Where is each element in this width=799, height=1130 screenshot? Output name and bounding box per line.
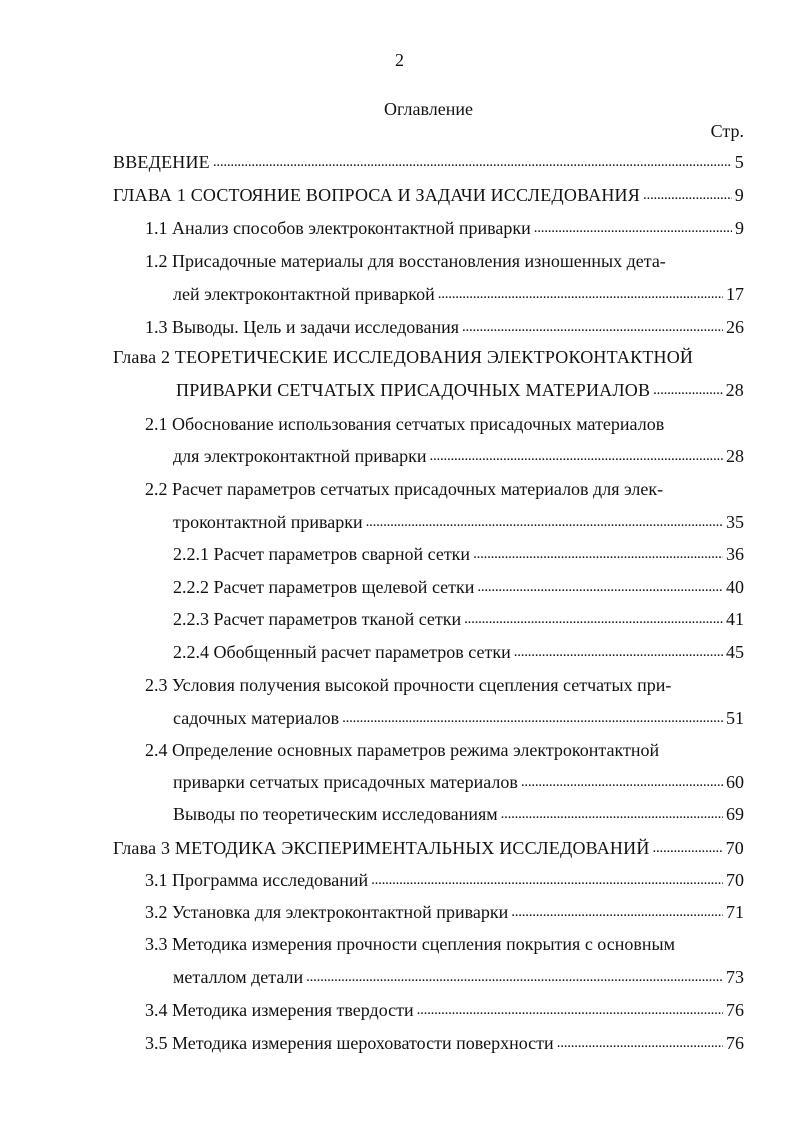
toc-entry[interactable] <box>145 868 744 892</box>
toc-entry-page: 76 <box>726 1033 744 1053</box>
dot-leader <box>464 605 723 631</box>
toc-entry-text: металлом детали <box>173 967 304 987</box>
toc-entry-page: 76 <box>726 1000 744 1020</box>
toc-entry-text: 2.4 Определение основных параметров режима электроконтактной <box>145 740 660 760</box>
page-number: 2 <box>395 50 404 70</box>
toc-entry-page: 17 <box>726 284 744 304</box>
toc-entry-text: 3.4 Методика измерения твердости <box>145 1000 414 1020</box>
toc-entry[interactable] <box>173 640 744 664</box>
toc-entry-text: 2.3 Условия получения высокой прочности сцепления сетчатых при- <box>145 675 672 695</box>
dot-leader <box>514 638 723 664</box>
toc-entry[interactable] <box>176 378 744 402</box>
dot-leader <box>429 442 723 468</box>
dot-leader <box>511 898 723 924</box>
toc-entry-text: 2.2.1 Расчет параметров сварной сетки <box>173 544 471 564</box>
page-title: Оглавление <box>384 99 473 119</box>
toc-entry[interactable] <box>173 706 744 730</box>
toc-entry[interactable] <box>173 444 744 468</box>
dot-leader <box>366 508 723 534</box>
toc-entry-page: 73 <box>726 967 744 987</box>
toc-entry-text: 2.2.4 Обобщенный расчет параметров сетки <box>173 642 511 662</box>
toc-entry-text: 3.1 Программа исследований <box>145 870 369 890</box>
toc-entry[interactable] <box>145 412 664 436</box>
toc-entry[interactable] <box>145 738 659 762</box>
toc-entry[interactable] <box>173 542 744 566</box>
toc-entry-page: 71 <box>726 902 744 922</box>
toc-entry[interactable] <box>173 282 744 306</box>
toc-entry[interactable] <box>113 183 744 207</box>
dot-leader <box>342 704 723 730</box>
dot-leader <box>643 181 732 207</box>
toc-entry[interactable] <box>145 315 744 339</box>
toc-entry-text: 1.1 Анализ способов электроконтактной приварки <box>145 218 531 238</box>
toc-entry[interactable] <box>173 770 744 794</box>
toc-entry[interactable] <box>173 965 744 989</box>
toc-entry[interactable] <box>173 510 744 534</box>
toc-entry[interactable] <box>173 802 744 826</box>
dot-leader <box>501 800 723 826</box>
toc-entry[interactable] <box>145 216 744 240</box>
toc-entry-page: 36 <box>726 544 744 564</box>
toc-entry-text: 3.2 Установка для электроконтактной приварки <box>145 902 509 922</box>
toc-entry[interactable] <box>113 836 744 860</box>
toc-entry-text: 2.2.3 Расчет параметров тканой сетки <box>173 609 462 629</box>
toc-entry-text: 2.2 Расчет параметров сетчатых присадочных материалов для элек- <box>145 479 664 499</box>
dot-leader <box>417 996 723 1022</box>
dot-leader <box>438 280 723 306</box>
toc-entry[interactable] <box>145 1031 744 1055</box>
toc-entry[interactable] <box>145 249 666 273</box>
toc-entry-text: лей электроконтактной приваркой <box>173 284 435 304</box>
toc-entry[interactable] <box>145 932 675 956</box>
toc-entry-page: 45 <box>726 642 744 662</box>
toc-entry[interactable] <box>113 345 693 369</box>
toc-entry-page: 51 <box>726 708 744 728</box>
dot-leader <box>557 1029 723 1055</box>
toc-entry-page: 26 <box>726 317 744 337</box>
dot-leader <box>462 313 723 339</box>
dot-leader <box>306 963 723 989</box>
toc-entry[interactable] <box>113 150 744 174</box>
toc-entry-text: ГЛАВА 1 СОСТОЯНИЕ ВОПРОСА И ЗАДАЧИ ИССЛЕДОВАНИЯ <box>113 185 640 205</box>
toc-entry-text: ВВЕДЕНИЕ <box>113 152 210 172</box>
toc-entry-page: 69 <box>726 804 744 824</box>
dot-leader <box>534 214 732 240</box>
toc-entry-page: 60 <box>726 772 744 792</box>
toc-entry-page: 70 <box>726 870 744 890</box>
toc-entry-page: 5 <box>734 152 744 172</box>
toc-entry-text: Выводы по теоретическим исследованиям <box>173 804 498 824</box>
dot-leader <box>521 768 723 794</box>
toc-entry-text: Глава 3 МЕТОДИКА ЭКСПЕРИМЕНТАЛЬНЫХ ИССЛЕДОВАНИЙ <box>113 838 650 858</box>
toc-entry-page: 41 <box>726 609 744 629</box>
dot-leader <box>371 866 723 892</box>
toc-entry-text: садочных материалов <box>173 708 340 728</box>
toc-entry-page: 9 <box>734 185 744 205</box>
toc-entry-text: 2.2.2 Расчет параметров щелевой сетки <box>173 577 475 597</box>
toc-entry-page: 9 <box>735 218 744 238</box>
dot-leader <box>473 540 723 566</box>
toc-entry[interactable] <box>145 673 671 697</box>
toc-entry-text: 3.3 Методика измерения прочности сцепления покрытия с основным <box>145 934 675 954</box>
toc-entry-text: троконтактной приварки <box>173 512 363 532</box>
toc-entry-page: 70 <box>725 838 744 858</box>
toc-entry-text: для электроконтактной приварки <box>173 446 427 466</box>
dot-leader <box>653 834 723 860</box>
toc-entry-page: 28 <box>726 446 744 466</box>
toc-entry-text: 3.5 Методика измерения шероховатости поверхности <box>145 1033 554 1053</box>
toc-entry-text: 1.3 Выводы. Цель и задачи исследования <box>145 317 460 337</box>
toc-entry[interactable] <box>145 998 744 1022</box>
toc-entry-text: 1.2 Присадочные материалы для восстановления изношенных дета- <box>145 251 666 271</box>
dot-leader <box>213 148 732 174</box>
toc-entry-page: 40 <box>726 577 744 597</box>
toc-entry[interactable] <box>145 900 744 924</box>
dot-leader <box>653 376 722 402</box>
toc-entry-text: ПРИВАРКИ СЕТЧАТЫХ ПРИСАДОЧНЫХ МАТЕРИАЛОВ <box>176 380 651 400</box>
toc-entry[interactable] <box>173 607 744 631</box>
toc-entry-text: приварки сетчатых присадочных материалов <box>173 772 518 792</box>
toc-entry-text: 2.1 Обоснование использования сетчатых присадочных материалов <box>145 414 665 434</box>
dot-leader <box>477 573 723 599</box>
toc-entry-page: 28 <box>725 380 744 400</box>
toc-entry[interactable] <box>173 575 744 599</box>
toc-entry-text: Глава 2 ТЕОРЕТИЧЕСКИЕ ИССЛЕДОВАНИЯ ЭЛЕКТРОКОНТАКТНОЙ <box>113 347 694 367</box>
page-column-label: Стр. <box>710 121 744 141</box>
toc-entry[interactable] <box>145 477 663 501</box>
toc-entry-page: 35 <box>726 512 744 532</box>
